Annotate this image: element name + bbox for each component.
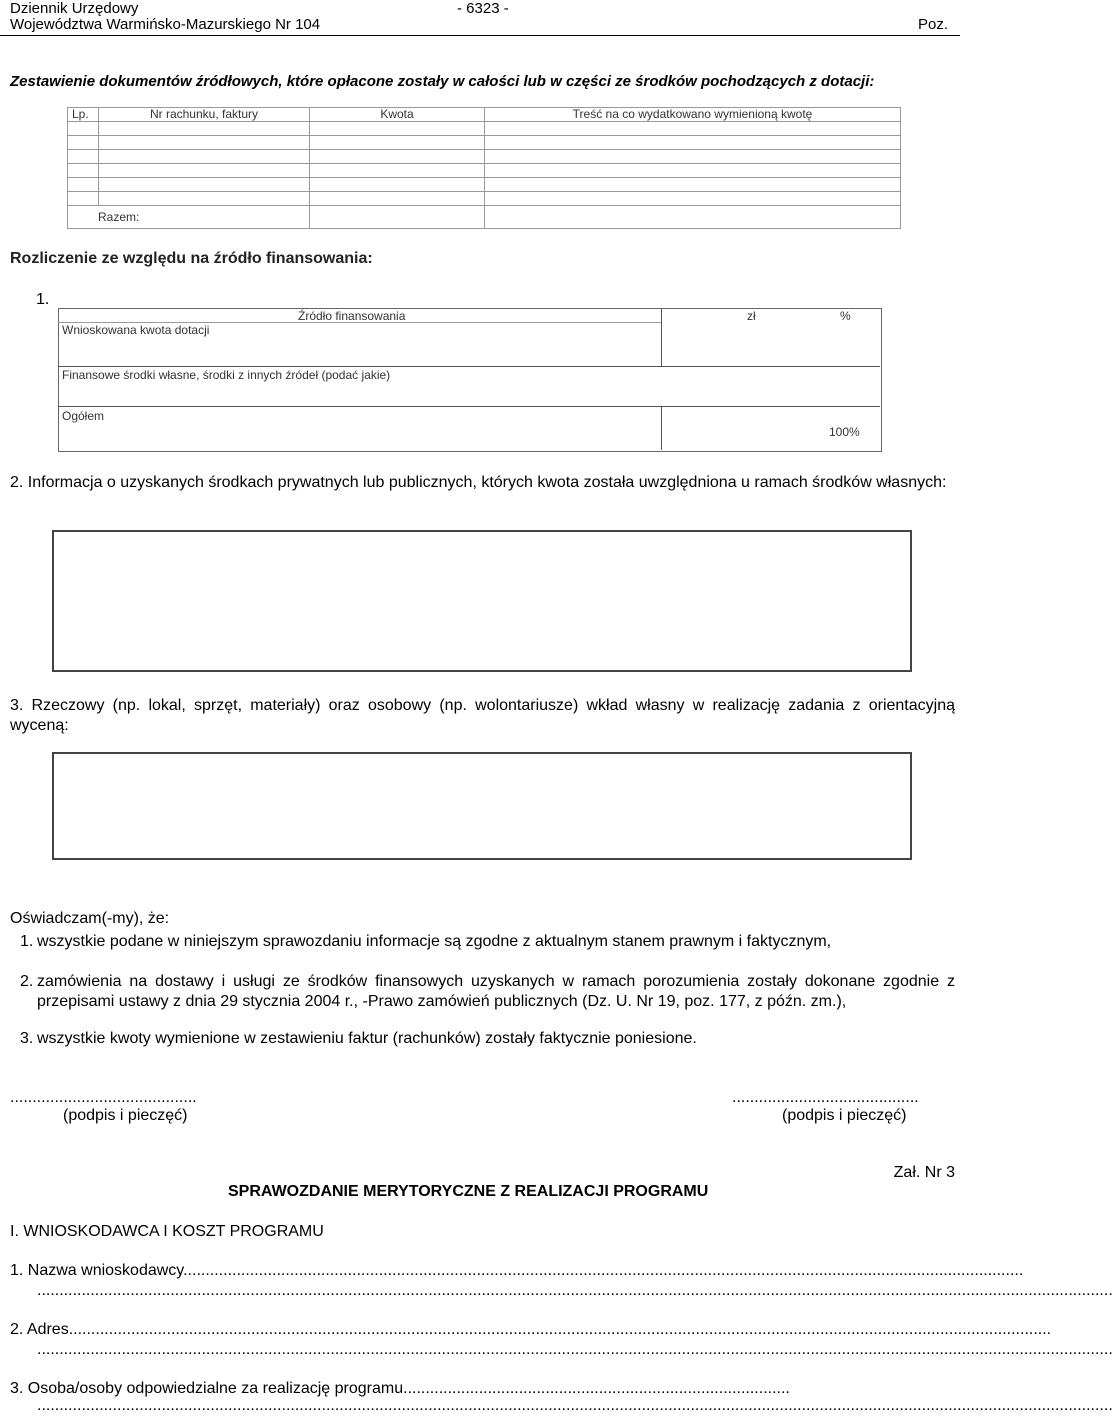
table-row[interactable] [68,178,901,192]
field-dots-continuation[interactable]: .................................................................................................................................................................................................................................................. [37,1282,1113,1299]
declaration-item-no: 3. [20,1030,34,1047]
field-address[interactable]: 2. Adres............................................................................................................................................................................................................................. [10,1321,1052,1338]
annex-number: Zał. Nr 3 [893,1164,955,1181]
section-2-input-box[interactable] [52,530,912,672]
table-header-row [68,108,901,122]
annex-title: SPRAWOZDANIE MERYTORYCZNE Z REALIZACJI PROGRAMU [228,1183,709,1200]
total-pct-value: 100% [829,425,860,439]
declaration-item-text: wszystkie kwoty wymienione w zestawieniu faktur (rachunków) zostały faktycznie poniesione. [37,1030,697,1047]
journal-title: Dziennik Urzędowy [10,0,139,17]
total-amount-cell[interactable] [310,206,485,229]
field-dots-continuation[interactable]: .................................................................................................................................................................................................................................................. [37,1397,1113,1414]
docs-section-title: Zestawienie dokumentów źródłowych, które opłacone zostały w całości lub w części ze środków pochodzących z dotacji: [10,73,875,90]
field-label: 3. Osoba/osoby odpowiedzialne za realizację programu [10,1380,404,1397]
field-label: 1. Nazwa wnioskodawcy [10,1262,184,1279]
field-responsible-persons[interactable]: 3. Osoba/osoby odpowiedzialne za realizację programu....................................................................................... [10,1380,790,1397]
total-description-cell [485,206,901,229]
total-label: Razem: [98,210,140,224]
col-lp: Lp. [68,108,99,122]
poz-label: Poz. [917,16,948,33]
field-applicant-name[interactable]: 1. Nazwa wnioskodawcy............................................................................................................................................................................................. [10,1262,1024,1279]
section-2-text: 2. Informacja o uzyskanych środkach prywatnych lub publicznych, których kwota została uwzględniona u ramach środków własnych: [10,474,947,491]
table-row[interactable] [68,136,901,150]
field-label: 2. Adres [10,1321,69,1338]
signature-label-left: (podpis i pieczęć) [63,1107,188,1124]
own-funds-label: Finansowe środki własne, środki z innych źródeł (podać jakie) [62,368,391,382]
signature-line-left[interactable]: .......................................... [10,1089,197,1106]
total-row-label: Ogółem [62,409,105,423]
header-divider [0,35,960,36]
journal-subtitle: Województwa Warmińsko-Mazurskiego Nr 104 [10,16,321,33]
col-amount: Kwota [310,108,485,122]
finance-item-number: 1. [36,291,50,308]
declaration-item-no: 1. [20,933,34,950]
table-row[interactable] [68,122,901,136]
table-row[interactable] [68,164,901,178]
col-pct-label: % [840,309,851,323]
finance-section-title: Rozliczenie ze względu na źródło finansowania: [10,250,373,267]
signature-label-right: (podpis i pieczęć) [782,1107,907,1124]
declaration-item-text: zamówienia na dostawy i usługi ze środków finansowych uzyskanych w ramach porozumienia zostały dokonane zgodnie z przepisami ustawy z dnia 29 stycznia 2004 r., -Prawo zamówień publicznych (Dz. U. Nr 19, poz. 177, z późn. zm.), [37,973,955,1010]
col-description: Treść na co wydatkowano wymienioną kwotę [485,108,901,122]
field-dots-continuation[interactable]: .................................................................................................................................................................................................................................................. [37,1341,1113,1358]
grant-amount-label: Wnioskowana kwota dotacji [62,323,210,337]
annex-section-i: I. WNIOSKODAWCA I KOSZT PROGRAMU [10,1223,324,1240]
table-total-row [68,206,901,229]
declaration-item-text: wszystkie podane w niniejszym sprawozdaniu informacje są zgodne z aktualnym stanem prawnym i faktycznym, [37,933,832,950]
table-row[interactable] [68,192,901,206]
documents-table [67,107,901,229]
col-invoice: Nr rachunku, faktury [99,108,310,122]
declaration-title: Oświadczam(-my), że: [10,910,170,927]
source-label: Źródło finansowania [298,309,406,323]
page-number: - 6323 - [457,0,509,17]
finance-col-divider [661,406,662,450]
col-zl-label: zł [747,309,756,323]
finance-row-divider [58,406,880,407]
section-3-input-box[interactable] [52,752,912,860]
section-3-text: 3. Rzeczowy (np. lokal, sprzęt, materiały) oraz osobowy (np. wolontariusze) wkład własny w realizację zadania z orientacyjną wyceną: [10,697,955,734]
declaration-item-no: 2. [20,973,34,990]
signature-line-right[interactable]: .......................................... [732,1089,919,1106]
table-row[interactable] [68,150,901,164]
finance-row-divider [58,366,880,367]
finance-col-divider [661,308,662,366]
